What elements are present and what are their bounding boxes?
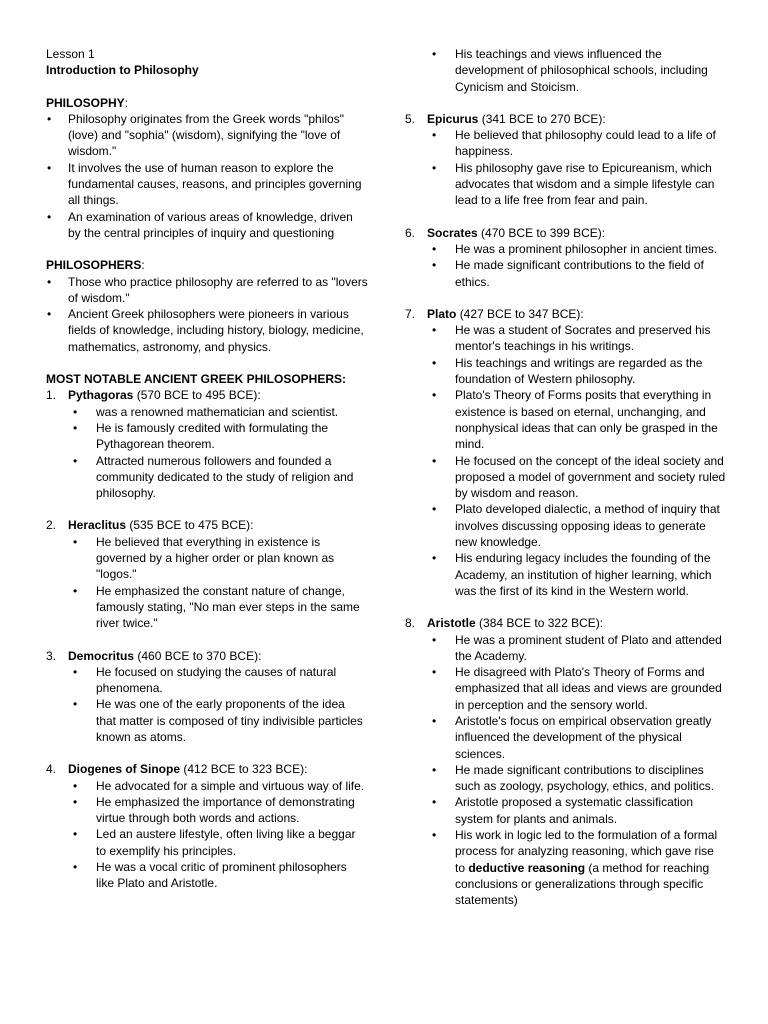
- list-item: • He was one of the early proponents of the idea that matter is composed of tiny indivisible particles known as atoms.: [46, 696, 368, 745]
- philosopher-dates: (535 BCE to 475 BCE):: [129, 518, 254, 533]
- philosopher-dates: (341 BCE to 270 BCE):: [481, 111, 606, 126]
- philosopher-heading: [405, 615, 727, 631]
- logic-text-before: His work in logic led to the formulation of a formal process for analyzing reasoning, which gave rise to: [455, 828, 718, 875]
- list-item: • was a renowned mathematician and scientist.: [46, 404, 368, 420]
- list-item: • It involves the use of human reason to explore the fundamental causes, reasons, and principles governing all things.: [46, 160, 368, 209]
- list-item: • He believed that philosophy could lead to a life of happiness.: [405, 127, 727, 160]
- notable-heading: MOST NOTABLE ANCIENT GREEK PHILOSOPHERS:: [46, 372, 347, 387]
- list-item: • Plato developed dialectic, a method of inquiry that involves discussing opposing ideas to generate new knowledge.: [405, 501, 727, 550]
- philosopher-name: Diogenes of Sinope: [68, 762, 181, 777]
- logic-text-bold: deductive reasoning: [468, 860, 586, 875]
- list-item: • He emphasized the constant nature of change, famously stating, "No man ever steps in the same river twice.": [46, 583, 368, 632]
- philosopher-points: [405, 632, 727, 909]
- philosophers-list: [46, 274, 368, 355]
- lesson-title: Introduction to Philosophy: [46, 63, 199, 78]
- philosopher-heading: [46, 648, 368, 664]
- philosopher-points: [46, 404, 368, 502]
- list-item: • An examination of various areas of knowledge, driven by the central principles of inquiry and questioning: [46, 209, 368, 242]
- philosopher-name: Plato: [427, 306, 457, 321]
- philosopher-number: 6.: [405, 225, 416, 240]
- philosopher-points: [405, 241, 727, 290]
- list-item: • Led an austere lifestyle, often living like a beggar to exemplify his principles.: [46, 826, 368, 859]
- philosopher-dates: (470 BCE to 399 BCE):: [481, 225, 606, 240]
- list-item: • He focused on studying the causes of natural phenomena.: [46, 664, 368, 697]
- list-item: • He was a vocal critic of prominent philosophers like Plato and Aristotle.: [46, 859, 368, 892]
- philosopher-dates: (570 BCE to 495 BCE):: [136, 388, 261, 403]
- philosopher-number: 7.: [405, 306, 416, 321]
- list-item: • Aristotle proposed a systematic classification system for plants and animals.: [405, 794, 727, 827]
- philosopher-entry: [405, 615, 727, 908]
- right-column: [405, 46, 727, 909]
- philosopher-number: 8.: [405, 616, 416, 631]
- philosophy-list: [46, 111, 368, 241]
- philosopher-points: [46, 664, 368, 745]
- philosopher-heading: [405, 225, 727, 241]
- philosophy-heading: PHILOSOPHY:: [46, 95, 129, 110]
- list-item: • Philosophy originates from the Greek words "philos" (love) and "sophia" (wisdom), signifying the "love of wisdom.": [46, 111, 368, 160]
- left-philosopher-list: [46, 387, 368, 891]
- list-item: • He focused on the concept of the ideal society and proposed a model of government and society ruled by wisdom and reason.: [405, 453, 727, 502]
- list-item: • His teachings and views influenced the development of philosophical schools, including Cynicism and Stoicism.: [405, 46, 727, 95]
- list-item: • Plato's Theory of Forms posits that everything in existence is based on eternal, unchanging, and nonphysical ideas that can only be grasped in the mind.: [405, 387, 727, 452]
- list-item: • Those who practice philosophy are referred to as "lovers of wisdom.": [46, 274, 368, 307]
- philosopher-number: 1.: [46, 388, 57, 403]
- continuation-list: [405, 46, 727, 95]
- philosopher-name: Epicurus: [427, 111, 479, 126]
- lesson-label: Lesson 1: [46, 47, 95, 61]
- philosopher-entry: [405, 306, 727, 599]
- list-item: • He made significant contributions to the field of ethics.: [405, 257, 727, 290]
- list-item: • He disagreed with Plato's Theory of Forms and emphasized that all ideas and views are grounded in perception and the sensory world.: [405, 664, 727, 713]
- left-column: [46, 46, 368, 892]
- list-item: • He emphasized the importance of demonstrating virtue through both words and actions.: [46, 794, 368, 827]
- philosopher-number: 3.: [46, 648, 57, 663]
- philosopher-name: Socrates: [427, 225, 478, 240]
- philosopher-entry: [405, 111, 727, 209]
- list-item: • He believed that everything in existence is governed by a higher order or plan known as "logos.": [46, 534, 368, 583]
- philosopher-entry: [46, 648, 368, 746]
- philosopher-entry: [405, 225, 727, 290]
- philosopher-name: Heraclitus: [68, 518, 127, 533]
- philosopher-name: Aristotle: [427, 616, 476, 631]
- list-item: • He was a prominent student of Plato and attended the Academy.: [405, 632, 727, 665]
- list-item: • He made significant contributions to disciplines such as zoology, psychology, ethics, and politics.: [405, 762, 727, 795]
- philosopher-entry: [46, 761, 368, 891]
- list-item: • Ancient Greek philosophers were pioneers in various fields of knowledge, including history, biology, medicine, mathematics, astronomy, and physics.: [46, 306, 368, 355]
- philosophers-heading-text: PHILOSOPHERS: [46, 258, 142, 273]
- list-item: • His enduring legacy includes the founding of the Academy, an institution of higher learning, which was the first of its kind in the Western world.: [405, 550, 727, 599]
- philosopher-heading: [46, 761, 368, 777]
- philosopher-heading: [46, 387, 368, 403]
- philosopher-dates: (384 BCE to 322 BCE):: [479, 616, 604, 631]
- philosopher-number: 5.: [405, 111, 416, 126]
- philosophy-heading-text: PHILOSOPHY: [46, 95, 125, 110]
- philosopher-entry: [46, 517, 368, 631]
- philosopher-name: Pythagoras: [68, 388, 134, 403]
- philosopher-points: [405, 322, 727, 599]
- philosophers-heading: PHILOSOPHERS:: [46, 258, 145, 273]
- philosopher-entry: [46, 387, 368, 501]
- philosopher-heading: [46, 517, 368, 533]
- philosopher-dates: (460 BCE to 370 BCE):: [137, 648, 262, 663]
- philosopher-dates: (427 BCE to 347 BCE):: [459, 306, 584, 321]
- list-item-logic: [405, 827, 727, 908]
- philosopher-name: Democritus: [68, 648, 135, 663]
- philosopher-heading: [405, 306, 727, 322]
- right-philosopher-list: [405, 111, 727, 909]
- list-item: • He was a student of Socrates and preserved his mentor's teachings in his writings.: [405, 322, 727, 355]
- philosopher-number: 2.: [46, 518, 57, 533]
- philosopher-points: [46, 534, 368, 632]
- list-item: • He advocated for a simple and virtuous way of life.: [46, 778, 368, 794]
- list-item: • He was a prominent philosopher in ancient times.: [405, 241, 727, 257]
- philosopher-dates: (412 BCE to 323 BCE):: [183, 762, 308, 777]
- logic-text-after: (a method for reaching conclusions or generalizations through specific statements): [455, 860, 710, 908]
- philosopher-number: 4.: [46, 762, 57, 777]
- philosopher-points: [405, 127, 727, 208]
- philosopher-heading: [405, 111, 727, 127]
- list-item: • His teachings and writings are regarded as the foundation of Western philosophy.: [405, 355, 727, 388]
- philosopher-points: [46, 778, 368, 892]
- list-item: • His philosophy gave rise to Epicureanism, which advocates that wisdom and a simple lifestyle can lead to a life free from fear and pain.: [405, 160, 727, 209]
- list-item: • Attracted numerous followers and founded a community dedicated to the study of religion and philosophy.: [46, 453, 368, 502]
- list-item: • Aristotle's focus on empirical observation greatly influenced the development of the physical sciences.: [405, 713, 727, 762]
- list-item: • He is famously credited with formulating the Pythagorean theorem.: [46, 420, 368, 453]
